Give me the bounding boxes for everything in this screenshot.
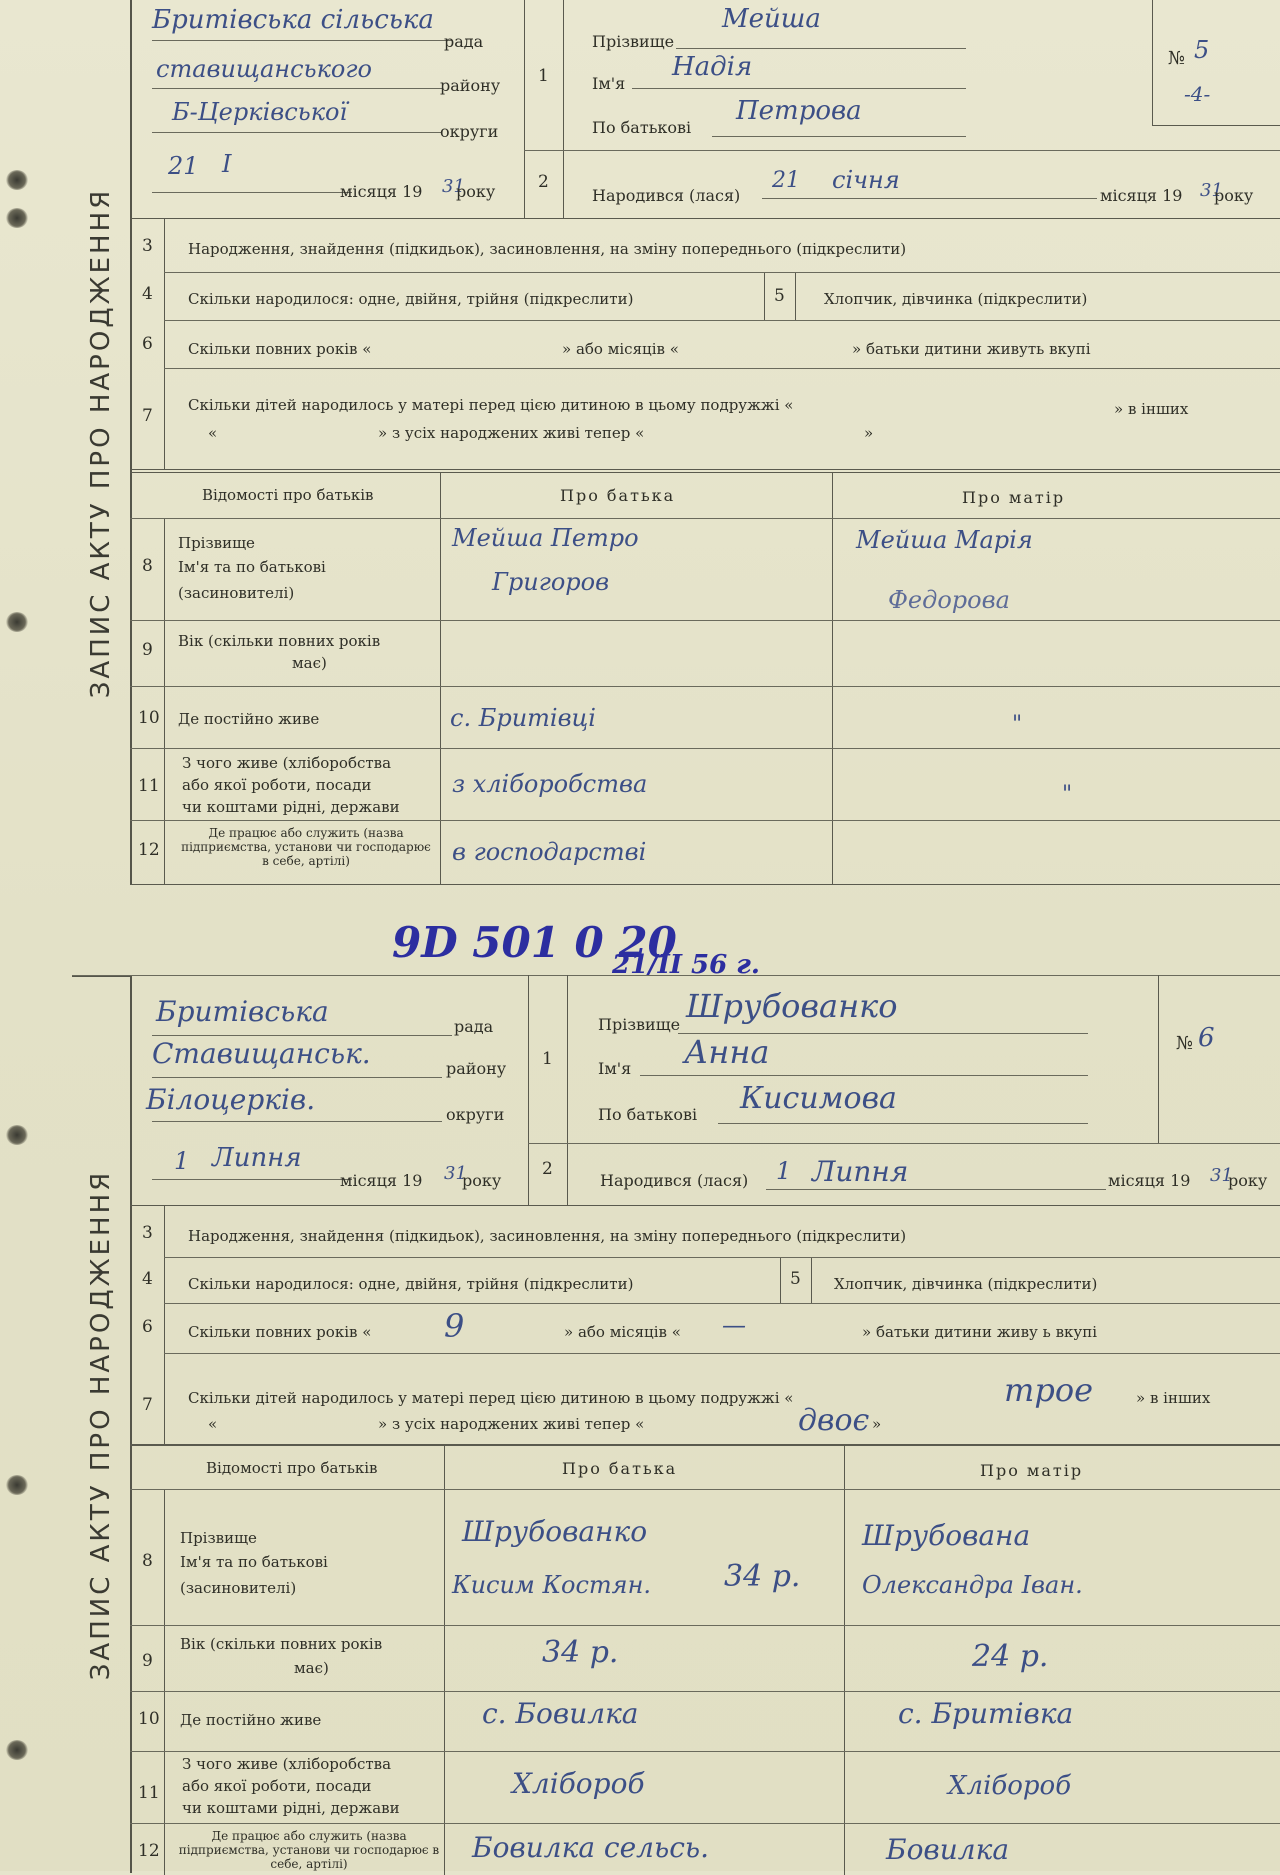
father-age: 34 р. — [542, 1635, 619, 1670]
okruha-line — [152, 132, 442, 133]
r11-bottom — [130, 820, 1280, 821]
born-day: 1 — [776, 1157, 792, 1185]
parents-col1 — [444, 1445, 445, 1875]
r9-bottom — [130, 1691, 1280, 1692]
row6-text-b: » або місяців « — [564, 1323, 681, 1341]
field-number-9: 9 — [142, 1651, 153, 1671]
children-before: трое — [1004, 1371, 1094, 1409]
mother-age: 24 р. — [972, 1639, 1049, 1674]
surname-label: Прізвище — [592, 32, 675, 51]
father-name-2: Кисим Костян. — [452, 1571, 652, 1599]
row7-text-a: Скільки дітей народилось у матері перед цією дитиною в цьому подружжі « — [188, 1389, 794, 1407]
field-number-8: 8 — [142, 1551, 153, 1571]
name-value: Анна — [684, 1033, 770, 1071]
row7-text-d: » з усіх народжених живі тепер « — [378, 1415, 645, 1433]
mother-name-1: Шрубована — [862, 1519, 1031, 1552]
spine-title: ЗАПИС АКТУ ПРО НАРОДЖЕННЯ — [86, 1169, 116, 1681]
field-number-11: 11 — [138, 776, 160, 796]
father-work: Бовилка сельсь. — [472, 1831, 710, 1864]
record-year: 31 — [442, 176, 465, 197]
born-label: Народився (лася) — [600, 1171, 749, 1190]
field-number-2: 2 — [542, 1159, 553, 1179]
father-header: Про батька — [562, 1459, 678, 1478]
born-month: Липня — [812, 1155, 909, 1188]
raion-value: Ставищанськ. — [152, 1037, 371, 1070]
field-number-12: 12 — [138, 840, 160, 860]
binder-hole — [6, 1475, 28, 1495]
field-number-10: 10 — [138, 708, 160, 728]
archive-stamp-date: 21/II 56 г. — [612, 950, 760, 980]
r8-label-b: Ім'я та по батькові — [178, 558, 326, 576]
binder-hole — [6, 170, 28, 190]
raion-label: району — [440, 76, 501, 95]
row5-text: Хлопчик, дівчинка (підкреслити) — [834, 1275, 1098, 1293]
father-header: Про батька — [560, 486, 676, 505]
rada-line — [152, 40, 452, 41]
surname-line — [676, 48, 966, 49]
field-number-1: 1 — [542, 1049, 553, 1069]
parents-header: Відомості про батьків — [206, 1459, 378, 1477]
r12-label: Де працює або служить (назва підприємства, установи чи господарює в себе, артілі) — [181, 826, 431, 868]
parents-numcol — [164, 1489, 165, 1875]
name-line — [632, 88, 966, 89]
record-month-label: місяця 19 — [340, 182, 423, 201]
field-number-6: 6 — [142, 334, 153, 354]
father-living: Хлібороб — [512, 1767, 645, 1800]
born-line — [766, 1189, 1106, 1190]
row4-text: Скільки народилося: одне, двійня, трійня (підкреслити) — [188, 1275, 634, 1293]
r10-bottom — [130, 1751, 1280, 1752]
parents-header-line — [130, 518, 1280, 519]
birth-record-form-2 — [72, 975, 1280, 1871]
row3-text: Народження, знайдення (підкидьок), засиновлення, на зміну попереднього (підкреслити) — [188, 1227, 907, 1245]
patronymic-label: По батькові — [598, 1105, 698, 1124]
binder-hole — [6, 208, 28, 228]
row4-bottom — [164, 1303, 1280, 1304]
record-day: 1 — [174, 1147, 190, 1175]
mother-header: Про матір — [980, 1461, 1084, 1480]
binder-hole — [6, 1740, 28, 1760]
parents-col2 — [832, 472, 833, 885]
field-number-2: 2 — [538, 172, 549, 192]
years-together: 9 — [444, 1307, 465, 1345]
record-number: 5 — [1194, 36, 1210, 64]
field-number-9: 9 — [142, 640, 153, 660]
row7-text-a: Скільки дітей народилось у матері перед цією дитиною в цьому подружжі « — [188, 396, 794, 414]
field-number-5: 5 — [774, 286, 785, 306]
patronymic-value: Кисимова — [740, 1081, 897, 1116]
field-number-3: 3 — [142, 1223, 153, 1243]
father-name-2: Григоров — [492, 568, 610, 596]
row6-text-c: » батьки дитини живу ь вкупі — [862, 1323, 1098, 1341]
born-year: 31 — [1210, 1165, 1233, 1186]
r11-bottom — [130, 1823, 1280, 1824]
r9-bottom — [130, 686, 1280, 687]
row7-text-b: » в інших — [1136, 1389, 1211, 1407]
father-name-1: Мейша Петро — [452, 524, 639, 552]
raion-line — [152, 88, 442, 89]
months-together: — — [722, 1311, 746, 1339]
mother-living: Хлібороб — [948, 1771, 1072, 1801]
born-year-label: року — [1214, 186, 1254, 205]
mother-work: Бовилка — [886, 1833, 1010, 1866]
r8-bottom — [130, 1625, 1280, 1626]
born-year-label: року — [1228, 1171, 1268, 1190]
born-month-label: місяця 19 — [1100, 186, 1183, 205]
r8-label-a: Прізвище — [180, 1529, 257, 1547]
r9-label-a: Вік (скільки повних років — [180, 1635, 383, 1653]
raion-label: району — [446, 1059, 507, 1078]
field-number-11: 11 — [138, 1783, 160, 1803]
rada-label: рада — [444, 32, 484, 51]
mother-residence: с. Бритівка — [898, 1697, 1074, 1730]
born-month-label: місяця 19 — [1108, 1171, 1191, 1190]
born-month: січня — [832, 166, 900, 194]
birth-record-form-1 — [72, 0, 1280, 885]
record-month: I — [222, 150, 232, 178]
mother-name-1: Мейша Марія — [856, 526, 1033, 554]
okruha-label: округи — [440, 122, 499, 141]
r11-label-c: чи коштами рідні, держави — [182, 798, 400, 816]
surname-value: Мейша — [722, 4, 821, 34]
row3-bottom — [164, 1257, 1280, 1258]
r11-label-a: З чого живе (хліборобства — [182, 754, 392, 772]
number-box — [1158, 975, 1280, 1143]
r11-label-b: або якої роботи, посади — [182, 776, 372, 794]
patronymic-label: По батькові — [592, 118, 692, 137]
okruha-label: округи — [446, 1105, 505, 1124]
born-year: 31 — [1200, 180, 1223, 201]
record-month: Липня — [212, 1143, 302, 1173]
father-residence: с. Бритівці — [450, 704, 596, 732]
field-number-4: 4 — [142, 284, 153, 304]
surname-label: Прізвище — [598, 1015, 681, 1034]
field-number-5: 5 — [790, 1269, 801, 1289]
rada-label: рада — [454, 1017, 494, 1036]
r8-label-a: Прізвище — [178, 534, 255, 552]
form-spine — [72, 0, 132, 885]
r10-label: Де постійно живе — [180, 1711, 322, 1729]
field-number-6: 6 — [142, 1317, 153, 1337]
r12-label: Де працює або служить (назва підприємства, установи чи господарює в себе, артілі) — [178, 1829, 440, 1871]
name-line — [640, 1075, 1088, 1076]
row7-text-c: « — [208, 424, 218, 442]
parents-table — [130, 472, 1280, 885]
surname-value: Шрубованко — [686, 987, 898, 1025]
r10-bottom — [130, 748, 1280, 749]
mother-name-2: Федорова — [888, 586, 1010, 614]
parents-header: Відомості про батьків — [202, 486, 374, 504]
father-residence: с. Бовилка — [482, 1697, 639, 1730]
r8-label-c: (засиновителі) — [178, 584, 295, 602]
field-number-3: 3 — [142, 236, 153, 256]
name-label: Ім'я — [598, 1059, 632, 1078]
mother-name-2: Олександра Іван. — [862, 1571, 1083, 1599]
r9-label-b: має) — [294, 1659, 329, 1677]
r11-label-a: З чого живе (хліборобства — [182, 1755, 392, 1773]
form2-top — [72, 975, 1280, 976]
row6-bottom — [164, 368, 1280, 369]
rada-line — [152, 1035, 452, 1036]
row4-bottom — [164, 320, 1280, 321]
parents-col2 — [844, 1445, 845, 1875]
okruha-value: Б-Церківської — [172, 98, 348, 126]
row7-text-b: » в інших — [1114, 400, 1189, 418]
row5-text: Хлопчик, дівчинка (підкреслити) — [824, 290, 1088, 308]
born-line — [762, 198, 1097, 199]
field-number-10: 10 — [138, 1709, 160, 1729]
r9-label-a: Вік (скільки повних років — [178, 632, 381, 650]
field-number-12: 12 — [138, 1841, 160, 1861]
field-number-8: 8 — [142, 556, 153, 576]
r10-label: Де постійно живе — [178, 710, 320, 728]
okruha-value: Білоцерків. — [146, 1083, 316, 1116]
father-name-1: Шрубованко — [462, 1515, 648, 1548]
binder-hole — [6, 612, 28, 632]
r8-label-b: Ім'я та по батькові — [180, 1553, 328, 1571]
father-living: з хліборобства — [452, 770, 648, 798]
row7-text-c: « — [208, 1415, 218, 1433]
father-age-inline: 34 р. — [724, 1559, 801, 1594]
raion-value: ставищанського — [156, 55, 372, 83]
born-label: Народився (лася) — [592, 186, 741, 205]
row6-text-a: Скільки повних років « — [188, 340, 372, 358]
row3-text: Народження, знайдення (підкидьок), засиновлення, на зміну попереднього (підкреслити) — [188, 240, 907, 258]
record-year-label: року — [456, 182, 496, 201]
children-alive: двоє — [798, 1403, 870, 1438]
field-number-7: 7 — [142, 406, 153, 426]
row6-text-c: » батьки дитини живуть вкупі — [852, 340, 1091, 358]
row7-text-e: » — [864, 424, 874, 442]
parents-header-line — [130, 1489, 1280, 1490]
rada-value: Бритівська сільська — [152, 5, 434, 35]
row3-bottom — [164, 272, 1280, 273]
record-date-line — [152, 1179, 352, 1180]
father-work: в господарстві — [452, 838, 647, 866]
r11-label-c: чи коштами рідні, держави — [182, 1799, 400, 1817]
record-number: 6 — [1198, 1023, 1215, 1053]
number-label: № — [1176, 1033, 1194, 1054]
r8-label-c: (засиновителі) — [180, 1579, 297, 1597]
row7-text-e: » — [872, 1415, 882, 1433]
record-day: 21 — [168, 152, 199, 180]
header-split — [528, 1143, 1280, 1144]
mother-living: " — [1062, 782, 1073, 807]
binder-hole — [6, 1125, 28, 1145]
archive-stamp-code: 9D 501 0 20 — [392, 918, 677, 967]
record-year-label: року — [462, 1171, 502, 1190]
rada-value: Бритівська — [156, 995, 329, 1028]
mother-header: Про матір — [962, 488, 1066, 507]
record-date-line — [152, 192, 352, 193]
patronymic-line — [712, 136, 966, 137]
header-split — [524, 150, 1280, 151]
parents-numcol — [164, 518, 165, 885]
raion-line — [152, 1077, 442, 1078]
name-value: Надія — [672, 52, 753, 82]
row7-text-d: » з усіх народжених живі тепер « — [378, 424, 645, 442]
field-number-4: 4 — [142, 1269, 153, 1289]
okruha-line — [152, 1121, 442, 1122]
field-number-7: 7 — [142, 1395, 153, 1415]
form-spine — [72, 975, 132, 1873]
row6-text-b: » або місяців « — [562, 340, 679, 358]
record-number-sub: -4- — [1184, 82, 1211, 106]
row4-text: Скільки народилося: одне, двійня, трійня (підкреслити) — [188, 290, 634, 308]
r11-label-b: або якої роботи, посади — [182, 1777, 372, 1795]
row6-bottom — [164, 1353, 1280, 1354]
row6-text-a: Скільки повних років « — [188, 1323, 372, 1341]
record-month-label: місяця 19 — [340, 1171, 423, 1190]
r8-bottom — [130, 620, 1280, 621]
spine-title: ЗАПИС АКТУ ПРО НАРОДЖЕННЯ — [86, 187, 116, 698]
parents-col1 — [440, 472, 441, 885]
number-label: № — [1168, 48, 1186, 69]
record-year: 31 — [444, 1163, 467, 1184]
r9-label-b: має) — [292, 654, 327, 672]
patronymic-line — [718, 1123, 1088, 1124]
patronymic-value: Петрова — [736, 96, 862, 126]
field-number-1: 1 — [538, 66, 549, 86]
born-day: 21 — [772, 168, 800, 193]
name-label: Ім'я — [592, 74, 626, 93]
mother-residence: " — [1012, 712, 1023, 737]
